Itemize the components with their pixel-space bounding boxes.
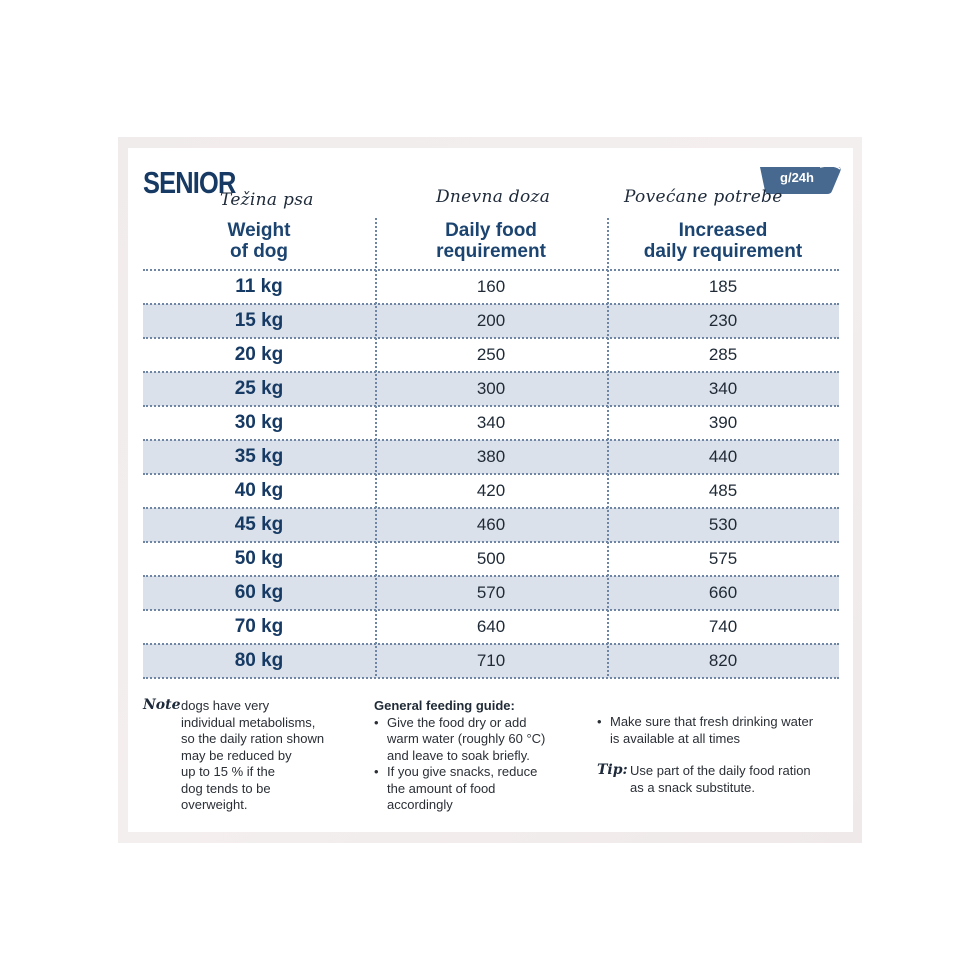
- column-2-script: Dnevna doza: [436, 187, 551, 207]
- row-divider: [143, 643, 839, 645]
- row-divider: [143, 473, 839, 475]
- guide-title: General feeding guide:: [374, 698, 515, 713]
- column-1-header: Weight of dog: [227, 220, 291, 262]
- weight-cell: 40 kg: [234, 480, 284, 501]
- daily-requirement-cell: 500: [476, 549, 506, 568]
- column-divider: [607, 218, 609, 676]
- table-row: [143, 338, 839, 372]
- table-row: [143, 406, 839, 440]
- table-row: [143, 372, 839, 406]
- increased-requirement-cell: 230: [708, 311, 738, 330]
- tip-label: Tip:: [597, 762, 628, 778]
- daily-requirement-cell: 460: [476, 515, 506, 534]
- unit-label: g/24h: [780, 170, 814, 185]
- increased-requirement-cell: 660: [708, 583, 738, 602]
- row-divider: [143, 439, 839, 441]
- increased-requirement-cell: 185: [708, 277, 738, 296]
- daily-requirement-cell: 340: [476, 413, 506, 432]
- row-divider: [143, 575, 839, 577]
- table-row: [143, 304, 839, 338]
- table-row: [143, 440, 839, 474]
- increased-requirement-cell: 440: [708, 447, 738, 466]
- weight-cell: 50 kg: [234, 548, 284, 569]
- guide-item: • Make sure that fresh drinking water is available at all times: [597, 714, 847, 747]
- column-1-script: Težina psa: [220, 190, 314, 210]
- table-row: [143, 644, 839, 678]
- tip-text: Use part of the daily food ration as a snack substitute.: [630, 763, 811, 795]
- daily-requirement-cell: 250: [476, 345, 506, 364]
- daily-requirement-cell: 710: [476, 651, 506, 670]
- daily-requirement-cell: 570: [476, 583, 506, 602]
- weight-cell: 20 kg: [234, 344, 284, 365]
- weight-cell: 25 kg: [234, 378, 284, 399]
- weight-cell: 15 kg: [234, 310, 284, 331]
- brand-title: SENIOR: [143, 165, 236, 200]
- row-divider: [143, 609, 839, 611]
- weight-cell: 11 kg: [235, 276, 283, 297]
- weight-cell: 80 kg: [234, 650, 284, 671]
- table-row: [143, 542, 839, 576]
- daily-requirement-cell: 640: [476, 617, 506, 636]
- weight-cell: 35 kg: [234, 446, 284, 467]
- daily-requirement-cell: 380: [476, 447, 506, 466]
- table-row: [143, 474, 839, 508]
- column-divider: [375, 218, 377, 676]
- row-divider: [143, 677, 839, 679]
- daily-requirement-cell: 200: [476, 311, 506, 330]
- increased-requirement-cell: 340: [708, 379, 738, 398]
- increased-requirement-cell: 740: [708, 617, 738, 636]
- column-2-header: Daily food requirement: [436, 220, 546, 262]
- general-feeding-guide: [374, 698, 584, 814]
- row-divider: [143, 269, 839, 271]
- guide-item: • If you give snacks, reduce the amount of food accordingly: [374, 764, 584, 814]
- note-text: dogs have very individual metabolisms, so the daily ration shown may be reduced by up to 15 % if the dog tends to be overweight.: [181, 698, 325, 812]
- water-guide: [597, 714, 847, 747]
- weight-cell: 45 kg: [234, 514, 284, 535]
- column-3-script: Povećane potrebe: [624, 187, 783, 207]
- row-divider: [143, 507, 839, 509]
- guide-item: • Give the food dry or add warm water (roughly 60 °C) and leave to soak briefly.: [374, 715, 584, 765]
- row-divider: [143, 541, 839, 543]
- increased-requirement-cell: 530: [708, 515, 738, 534]
- row-divider: [143, 405, 839, 407]
- daily-requirement-cell: 420: [476, 481, 506, 500]
- row-divider: [143, 337, 839, 339]
- increased-requirement-cell: 820: [708, 651, 738, 670]
- weight-cell: 60 kg: [234, 582, 284, 603]
- row-divider: [143, 371, 839, 373]
- daily-requirement-cell: 160: [476, 277, 506, 296]
- note-label: Note: [143, 697, 181, 713]
- table-row: [143, 610, 839, 644]
- column-3-header: Increased daily requirement: [643, 220, 803, 262]
- weight-cell: 30 kg: [234, 412, 284, 433]
- row-divider: [143, 303, 839, 305]
- table-row: [143, 508, 839, 542]
- increased-requirement-cell: 485: [708, 481, 738, 500]
- increased-requirement-cell: 285: [708, 345, 738, 364]
- increased-requirement-cell: 390: [708, 413, 738, 432]
- table-row: [143, 576, 839, 610]
- daily-requirement-cell: 300: [476, 379, 506, 398]
- table-row: [143, 270, 839, 304]
- weight-cell: 70 kg: [234, 616, 284, 637]
- increased-requirement-cell: 575: [708, 549, 738, 568]
